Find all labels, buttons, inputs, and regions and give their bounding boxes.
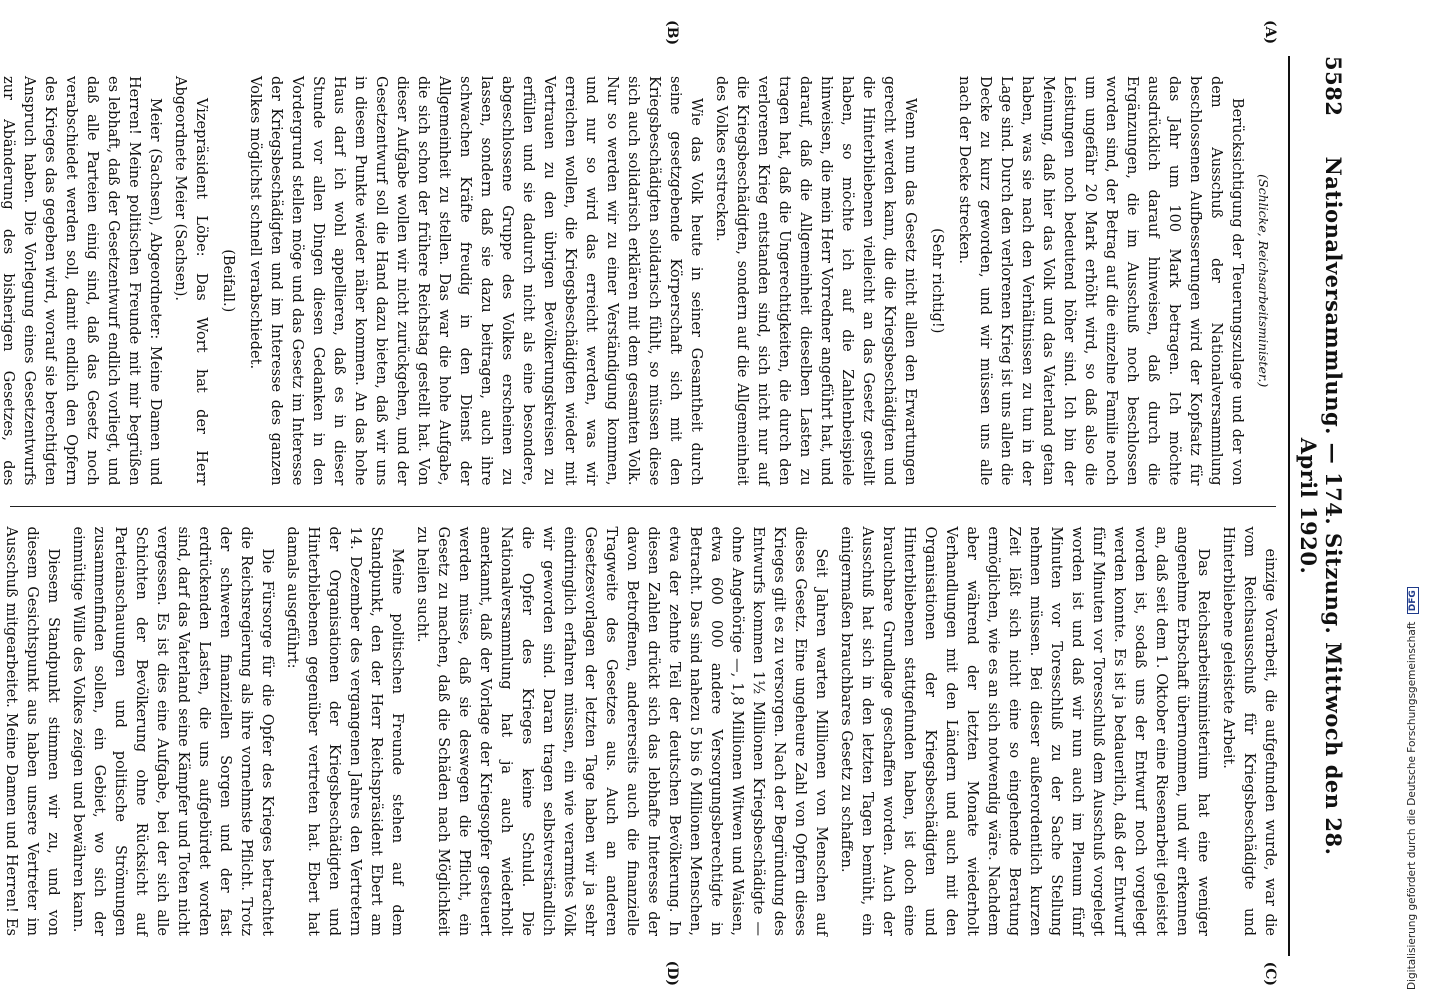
margin-marker-c: (C) (1262, 961, 1278, 986)
interjection: (Sehr richtig!) (929, 228, 945, 334)
quoted-paragraph: Die Fürsorge für die Opfer des Krieges betrachtet die Reichsregierung als ihre vornehmste Pflicht. Trotz der schweren finanziellen Sorgen und der fast erdrückenden Lasten, die uns aufgebürdet worden sind, darf das Vaterland seine Kämpfer und Toten nicht vergessen. Es ist dies eine Aufgabe, bei der sich alle Schichten der Bevölkerung ohne Rücksicht auf Parteianschauungen und politische Strömungen zusammenfinden sollen, ein Gebiet, wo sich der einmütige Wille des Volkes zeigen und bewähren kann. (70, 526, 275, 936)
dfg-credit (1406, 0, 1419, 990)
margin-marker-a: (A) (1262, 20, 1278, 45)
dfg-credit-text: Digitalisierung gefördert durch die Deutsche Forschungsgemeinschaft (1406, 621, 1418, 990)
margin-marker-d: (D) (664, 960, 680, 986)
right-paragraph: Seit Jahren warten Millionen von Menschen auf dieses Gesetz. Eine ungeheure Zahl von Opfern dieses Krieges gilt es zu versorgen. Nach der Begründung des Entwurfs kommen 1½ Millionen Kriegsbeschädigte — ohne Angehörige —, 1,8 Millionen Witwen und Waisen, etwa 600 000 andere Versorgungsberechtigte in Betracht. Das sind nahezu 5 bis 6 Millionen Menschen, etwa der zehnte Teil der deutschen Bevölkerung. In diesen Zahlen drückt sich das lebhafte Interesse der davon Betroffenen, andererseits auch die finanzielle Tragweite des Gesetzes aus. Auch an anderen Gesetzesvorlagen der letzten Tage haben wir ja sehr eindringlich erfahren müssen, ein wie verarmtes Volk wir geworden sind. Daran tragen selbstverständlich die Opfer des Krieges keine Schuld. Die Nationalversammlung hat ja auch wiederholt anerkannt, daß der Vorlage der Kriegsopfer gesteuert werden müsse, daß sie deswegen die Pflicht, ein Gesetz zu machen, daß die Schäden nach Möglichkeit zu heilen sucht. (414, 526, 829, 936)
page-title: Nationalversammlung. — 174. Sitzung. Mittwoch den 28. April 1920. (1296, 156, 1346, 856)
left-paragraph: Wenn nun das Gesetz nicht allen den Erwartungen gerecht werden kann, die die Kriegsbeschädigten und die Hinterbliebenen vielleicht an das Gesetz gestellt haben, so möchte ich auf die Zahlenbeispiele hinweisen, die mein Herr Vorredner angeführt hat, und darauf, daß die Allgemeinheit dieselben Lasten zu tragen hat, daß die Ungerechtigkeiten, die durch den verlorenen Krieg entstanden sind, sich nicht nur auf die Kriegsbeschädigten, sondern auf die Allgemeinheit des Volkes erstrecken. (713, 76, 918, 486)
right-paragraph: Diesem Standpunkt stimmen wir zu, und von diesem Gesichtspunkt aus haben unsere Vertreter im Ausschuß mitgearbeitet. Meine Damen und Herren! Es (3, 526, 61, 936)
speaker-line: (Schlicke, Reichsarbeitsminister.) (1256, 174, 1271, 388)
right-paragraph: Meine politischen Freunde stehen auf dem Standpunkt, den der Herr Reichspräsident Ebert am 14. Dezember des vergangenen Jahres den Vertretern der Organisationen der Kriegsbeschädigten und Hinterbliebenen gegenüber vertreten hat. Ebert hat damals ausgeführt: (284, 526, 405, 936)
dfg-logo-icon: DFG (1407, 587, 1419, 614)
speech-paragraph: Meier (Sachsen), Abgeordneter: Meine Damen und Herren! Meine politischen Freunde mit mir begrüßen es lebhaft, daß der Gesetzentwurf endlich vorliegt, und daß alle Parteien einig sind, daß das Gesetz noch verabschiedet werden soll, damit endlich den Opfern des Krieges das gegeben wird, worauf sie berechtigten Anspruch haben. Die Vorlegung eines Gesetzentwurfs zur Abänderung des bisherigen Gesetzes, des (0, 76, 163, 486)
columns (0, 20, 1280, 986)
margin-marker-b: (B) (664, 20, 680, 46)
left-column (0, 56, 1280, 506)
right-column (3, 507, 1280, 957)
digitization-sidebar (1400, 0, 1434, 1000)
page-header (1288, 56, 1346, 956)
left-paragraph: Wie das Volk heute in seiner Gesamtheit durch seine gesetzgebende Körperschaft sich mit den Kriegsbeschädigten solidarisch fühlt, so müssen diese sich auch solidarisch erklären mit dem gesamten Volk. Nur so werden wir zu einer Verständigung kommen, und nur so wird das erreicht werden, was wir erreichen wollen, die Kriegsbeschädigten wieder mit Vertrauen zu den übrigen Bevölkerungskreisen zu erfüllen und sie dadurch nicht als eine besondere, abgeschlossene Gruppe des Volkes erscheinen zu lassen, sondern daß sie dazu beitragen, auch ihre schwachen Kräfte freudig in den Dienst der Allgemeinheit zu stellen. Das war die hohe Aufgabe, die sich schon der frühere Reichstag gestellt hat. Von dieser Aufgabe wollen wir nicht zurückgehen, und der Gesetzentwurf soll die Hand dazu bieten, daß wir uns in diesem Punkte wieder näher kommen. An das hohe Haus darf ich wohl appellieren, daß es in dieser Stunde vor allen Dingen diesen Gedanken in den Vordergrund stellen möge und das Gesetz im Interesse der Kriegsbeschädigten und im Interesse des ganzen Volkes möglichst schnell verabschiedet. (247, 76, 704, 486)
right-paragraph: Das Reichsarbeitsministerium hat eine weniger angenehme Erbschaft übernommen, und wir erkennen an, daß seit dem 1. Oktober eine Riesenarbeit geleistet worden ist, sodaß uns der Entwurf noch vorgelegt werden konnte. Es ist ja bedauerlich, daß der Entwurf fünf Minuten vor Toresschluß dem Ausschuß vorgelegt worden ist und daß wir nun auch im Plenum fünf Minuten vor Toresschluß zu der Sache Stellung nehmen müssen. Bei dieser außerordentlich kurzen Zeit läßt sich nicht eine so eingehende Beratung ermöglichen, wie es an sich notwendig wäre. Nachdem aber während der letzten Monate wiederholt Verhandlungen mit den Ländern und auch mit den Organisationen der Kriegsbeschädigten und Hinterbliebenen stattgefunden haben, ist doch eine brauchbare Grundlage geschaffen worden. Auch der Ausschuß hat sich in den letzten Tagen bemüht, ein einigermaßen brauchbares Gesetz zu schaffen. (838, 526, 1211, 936)
page-number: 5582 (1321, 56, 1346, 117)
president-line: Vizepräsident Löbe: Das Wort hat der Herr Abgeordnete Meier (Sachsen). (172, 76, 209, 486)
left-paragraph: Berücksichtigung der Teuerungszulage und der von dem Ausschuß der Nationalversammlung beschlossenen Aufbesserungen wird der Kopfsatz für das Jahr um 100 Mark betragen. Ich möchte ausdrücklich darauf hinweisen, daß durch die Ergänzungen, die im Ausschuß noch beschlossen worden sind, der Betrag auf die einzelne Familie noch um ungefähr 20 Mark erhöht wird, so daß also die Leistungen noch bedeutend höher sind. Ich bin der Meinung, daß hier das Volk und das Vaterland getan haben, was sie nach den Verhältnissen zu tun in der Lage sind. Durch den verlorenen Krieg ist uns allen die Decke zu kurz geworden, und wir müssen uns alle nach der Decke strecken. (956, 76, 1245, 486)
interjection: (Beifall.) (220, 249, 236, 313)
right-paragraph: einzige Vorarbeit, die aufgefunden wurde, war die vom Reichsausschuß für Kriegsbeschädigte und Hinterbliebene geleistete Arbeit. (1220, 526, 1278, 936)
